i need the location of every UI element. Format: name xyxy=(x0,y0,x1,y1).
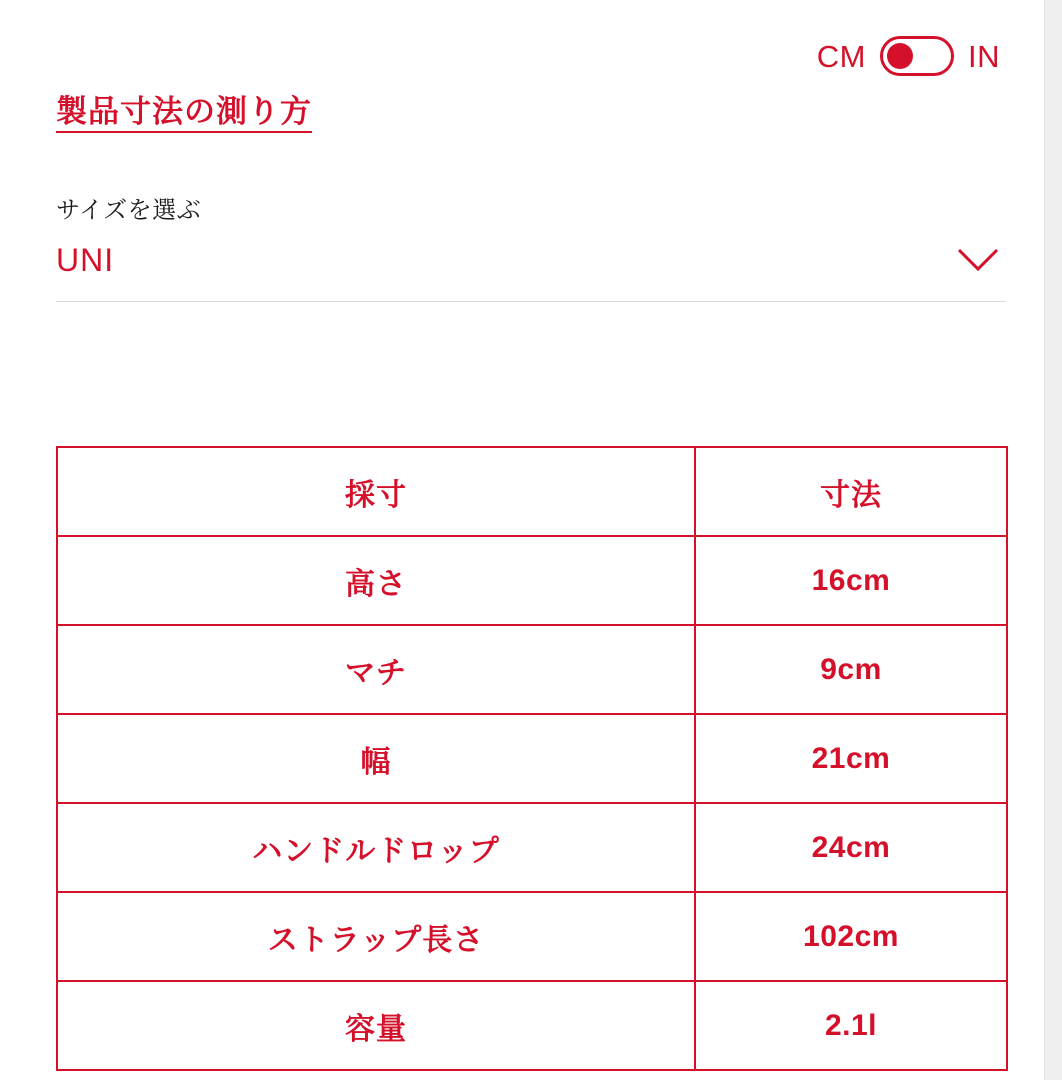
unit-toggle-group[interactable] xyxy=(817,36,1000,76)
table-row xyxy=(57,981,1007,1070)
page-scrollbar-track[interactable] xyxy=(1044,0,1062,1080)
row-value: 102cm xyxy=(695,892,1007,981)
page-title-link[interactable]: 製品寸法の測り方 xyxy=(56,94,312,129)
row-value: 21cm xyxy=(695,714,1007,803)
table-row xyxy=(57,536,1007,625)
table-header-row xyxy=(57,447,1007,536)
size-table xyxy=(56,446,1008,1071)
table-row xyxy=(57,892,1007,981)
row-value: 24cm xyxy=(695,803,1007,892)
row-measure: ストラップ長さ xyxy=(57,892,695,981)
toggle-knob xyxy=(887,43,913,69)
size-select[interactable] xyxy=(56,236,1006,302)
table-row xyxy=(57,803,1007,892)
row-value: 16cm xyxy=(695,536,1007,625)
chevron-down-icon xyxy=(956,246,1000,274)
row-value: 9cm xyxy=(695,625,1007,714)
size-select-value: UNI xyxy=(56,242,115,278)
unit-label-cm[interactable]: CM xyxy=(816,38,866,74)
row-measure: 高さ xyxy=(57,536,695,625)
unit-toggle-switch[interactable] xyxy=(880,36,954,76)
table-row xyxy=(57,714,1007,803)
table-row xyxy=(57,625,1007,714)
row-measure: 容量 xyxy=(57,981,695,1070)
size-select-label: サイズを選ぶ xyxy=(56,197,202,224)
row-value: 2.1l xyxy=(695,981,1007,1070)
size-table-wrapper xyxy=(56,446,1006,1071)
row-measure: マチ xyxy=(57,625,695,714)
unit-label-in[interactable]: IN xyxy=(968,38,1000,74)
row-measure: 幅 xyxy=(57,714,695,803)
table-header-value: 寸法 xyxy=(695,447,1007,536)
row-measure: ハンドルドロップ xyxy=(57,803,695,892)
table-header-measure: 採寸 xyxy=(57,447,695,536)
